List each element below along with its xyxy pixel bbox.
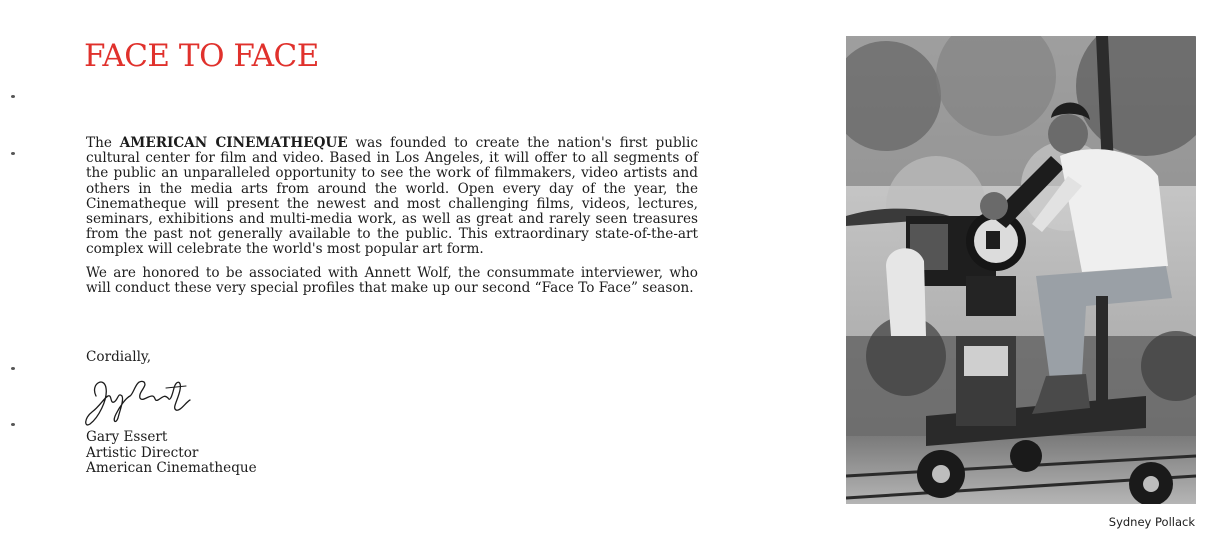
intro-rest: was founded to create the nation's first public cultural center for film and video. Based in Los Angeles, it will offer to all segments of the public an unparalleled opportunity to see the work of filmmakers, video artists and others in the media arts from around the world. Open every day of the year, the Cinematheque will present the newest and most challenging films, videos, lectures, seminars, exhibitions and multi-media work, as well as great and rarely seen treasures from the past not generally available to the public. This extraordinary state-of-the-art complex will celebrate the world's most popular art form. xyxy=(86,135,698,258)
page-title: FACE TO FACE xyxy=(84,38,319,74)
intro-paragraph xyxy=(86,136,698,258)
organization-name: AMERICAN CINEMATHEQUE xyxy=(119,135,348,151)
signatory-organization: American Cinematheque xyxy=(86,460,257,476)
binder-hole xyxy=(11,367,15,370)
handwritten-signature xyxy=(82,366,192,428)
signatory-name: Gary Essert xyxy=(86,429,168,445)
binder-hole xyxy=(11,423,15,426)
body-text xyxy=(86,136,698,304)
photo-caption: Sydney Pollack xyxy=(1108,515,1195,529)
binder-hole xyxy=(11,152,15,155)
intro-lead: The xyxy=(86,135,120,151)
photo-illustration xyxy=(846,36,1196,504)
photo-director-on-camera-dolly xyxy=(846,36,1196,504)
signature-block xyxy=(86,430,257,477)
honor-paragraph: We are honored to be associated with Annett Wolf, the consummate interviewer, who will conduct these very special profiles that make up our second “Face To Face” season. xyxy=(86,264,698,296)
binder-hole xyxy=(11,95,15,98)
closing-salutation: Cordially, xyxy=(86,349,152,365)
signatory-role: Artistic Director xyxy=(86,444,199,461)
